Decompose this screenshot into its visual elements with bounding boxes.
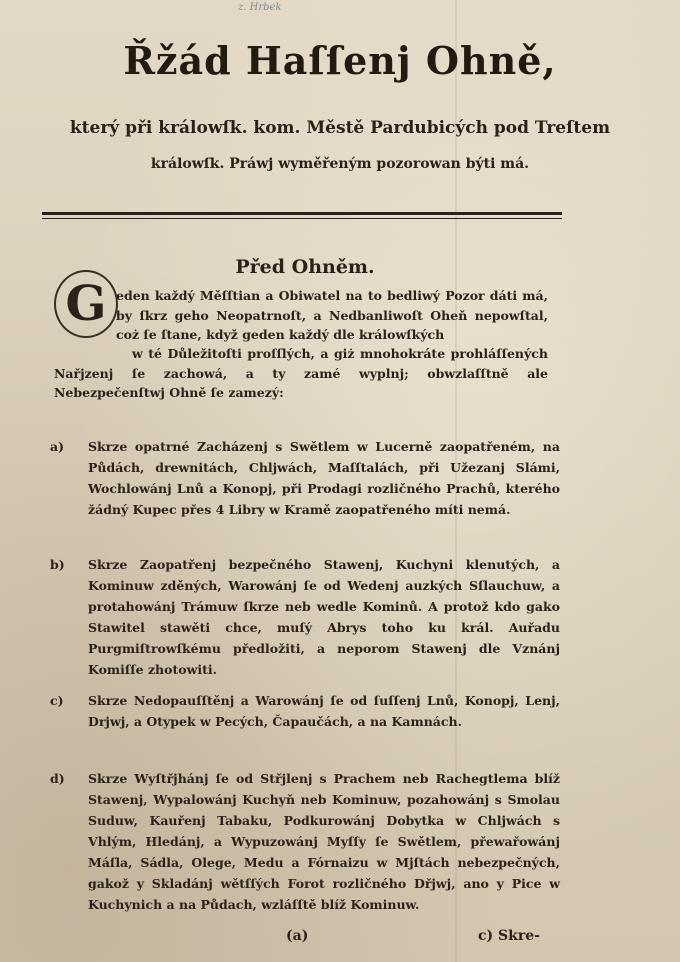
list-item-b bbox=[50, 554, 560, 680]
list-item-c bbox=[50, 690, 560, 732]
item-text: Skrze opatrné Zacházenj s Swětlem w Lucerně zaopatřeném, na Půdách, drewnitách, Chljwách, Maſſtalách, při Užezanj Slámi, Wochlowánj Lnů a Konopj, při Prodagi rozličného Prachů, kterého žádný Kupec přes 4 Libry w Kramě zaopatřeného míti nemá. bbox=[88, 439, 560, 517]
catchword: c) Skre- bbox=[478, 928, 540, 944]
divider-thin bbox=[42, 218, 562, 219]
page-signature: (a) bbox=[286, 928, 309, 944]
intro-paragraph-first: eden každý Měſſtian a Obiwatel na to bedliwý Pozor dáti má, by ſkrz geho Neopatrnoſt, a Nedbanliwoſt Oheň nepowſtal, coż ſe ſtane, když geden každý dle králowſkých bbox=[116, 288, 548, 342]
item-text: Skrze Zaopatřenj bezpečného Stawenj, Kuchyni klenutých, a Kominuw zděných, Warowánj ſe od Wedenj auzkých Sſlauchuw, a protahowánj Trámuw ſkrze neb wedle Kominů. A protož kdo gako Stawitel stawěti chce, muſý Abrys toho ku král. Auřadu Purgmiſtrowſkému předložiti, a neporom Stawenj dle Vznánj Komiſſe zhotowiti. bbox=[88, 557, 560, 677]
item-letter: a) bbox=[50, 439, 65, 454]
subtitle-line-1: který při králowſk. kom. Městě Pardubicých pod Treſtem bbox=[69, 118, 611, 138]
document-title: Řžád Haſſenj Ohně, bbox=[123, 38, 557, 83]
list-item-d bbox=[50, 768, 560, 915]
intro-paragraph-rest: w té Důležitoſti proſſlých, a giż mnohokráte prohláſſených Nařjzenj ſe zachowá, a ty zamé wyplnj; obwzlaſſtně ale Nebezpečenſtwj Ohně ſe zamezý: bbox=[54, 346, 548, 400]
item-letter: c) bbox=[50, 693, 64, 708]
item-letter: b) bbox=[50, 557, 65, 572]
section-heading: Před Ohněm. bbox=[235, 256, 375, 278]
list-item-a bbox=[50, 436, 560, 520]
item-letter: d) bbox=[50, 771, 65, 786]
ownership-stamp: z. Hrbek bbox=[238, 2, 282, 13]
item-text: Skrze Nedopauſſtěnj a Warowánj ſe od ſuſſenj Lnů, Konopj, Lenj, Drjwj, a Otypek w Pecých, Čapaučách, a na Kamnách. bbox=[88, 693, 560, 729]
subtitle-line-2: králowſk. Práwj wyměřeným pozorowan býti má. bbox=[150, 156, 530, 172]
ornamental-initial: G bbox=[54, 270, 118, 338]
item-text: Skrze Wyſtřjhánj ſe od Střjlenj s Prachem neb Rachegtlema blíž Stawenj, Wypalowánj Kuchyň neb Kominuw, pozahowánj s Smolau Suduw, Kauřenj Tabaku, Podkurowánj Dobytka w Chljwách s Vhlým, Hledánj, a Wypuzowánj Myſſy ſe Swětlem, přewařowánj Máſla, Sádla, Olege, Medu a Fórnaizu w Mjſtách nebezpečných, gakož y Skladánj wětſſých Forot rozličného Dřjwj, ano y Pice w Kuchynich a na Půdach, wzláſſtě blíž Kominuw. bbox=[88, 771, 560, 912]
divider-thick bbox=[42, 212, 562, 215]
